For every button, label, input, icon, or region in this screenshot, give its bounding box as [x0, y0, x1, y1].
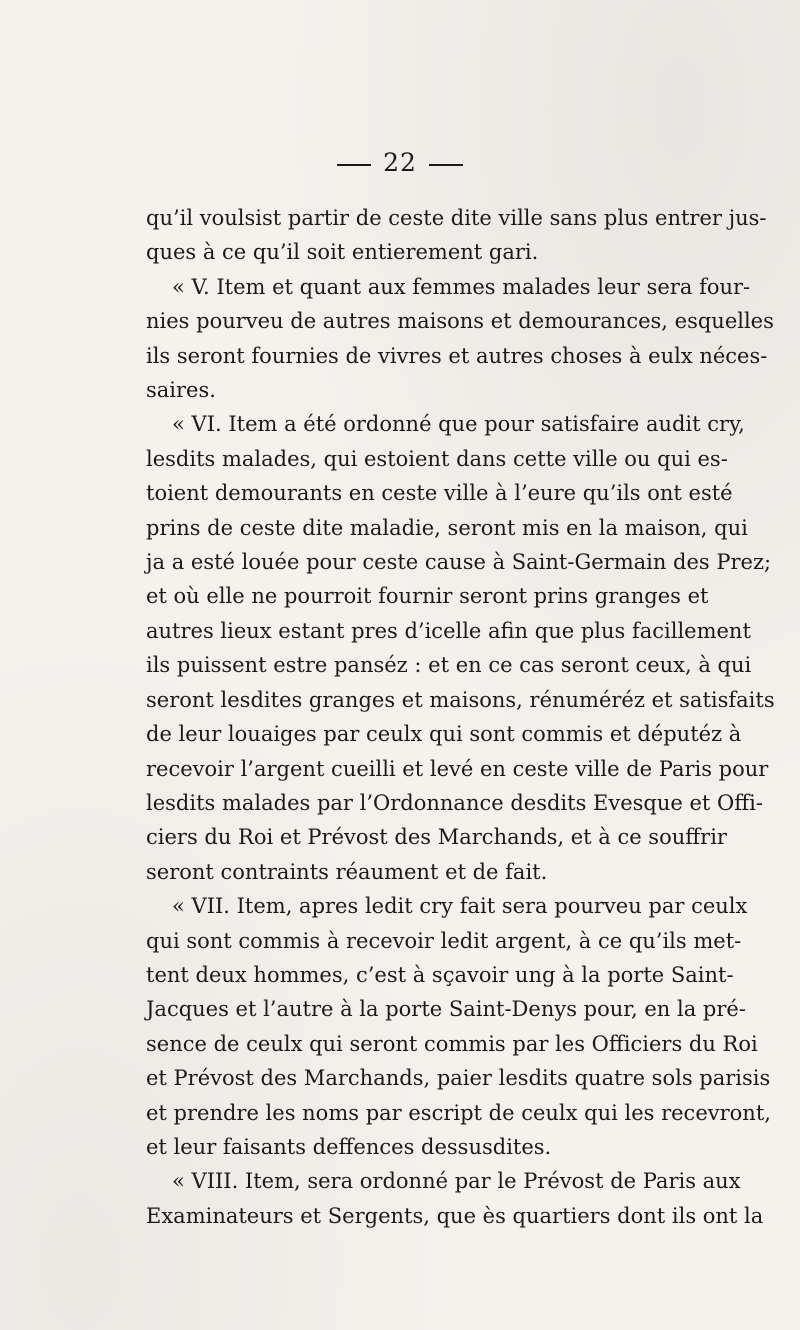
text-line: Jacques et l’autre à la porte Saint-Denys pour, en la pré-	[146, 997, 746, 1022]
text-line: et où elle ne pourroit fournir seront prins granges et	[146, 584, 709, 609]
text-line: Examinateurs et Sergents, que ès quartiers dont ils ont la	[146, 1203, 764, 1228]
text-line: autres lieux estant pres d’icelle afin que plus facillement	[146, 618, 751, 643]
text-line: « VIII. Item, sera ordonné par le Prévost de Paris aux	[172, 1169, 741, 1194]
dash-left	[337, 164, 371, 166]
text-line: et prendre les noms par escript de ceulx qui les recevront,	[146, 1100, 771, 1125]
text-line: sence de ceulx qui seront commis par les Officiers du Roi	[146, 1031, 758, 1056]
text-line: nies pourveu de autres maisons et demourances, esquelles	[146, 309, 774, 334]
text-line: prins de ceste dite maladie, seront mis en la maison, qui	[146, 515, 748, 540]
text-line: ques à ce qu’il soit entierement gari.	[146, 240, 539, 265]
text-line: lesdits malades, qui estoient dans cette ville ou qui es-	[146, 446, 728, 471]
text-line: saires.	[146, 378, 216, 403]
text-line: ils puissent estre panséz : et en ce cas seront ceux, à qui	[146, 653, 752, 678]
text-line: recevoir l’argent cueilli et levé en ceste ville de Paris pour	[146, 756, 769, 781]
text-line: « VI. Item a été ordonné que pour satisfaire audit cry,	[172, 412, 745, 437]
text-line: lesdits malades par l’Ordonnance desdits Evesque et Offi-	[146, 790, 763, 815]
text-line: de leur louaiges par ceulx qui sont commis et députéz à	[146, 722, 742, 747]
text-line: ja a esté louée pour ceste cause à Saint-Germain des Prez;	[146, 550, 772, 575]
text-line: qu’il voulsist partir de ceste dite ville sans plus entrer jus-	[146, 206, 767, 230]
text-line: qui sont commis à recevoir ledit argent, à ce qu’ils met-	[146, 928, 742, 953]
text-line: seront lesdites granges et maisons, rénuméréz et satisfaits	[146, 687, 775, 712]
body-text	[146, 201, 775, 1233]
text-line: ciers du Roi et Prévost des Marchands, et à ce souffrir	[146, 825, 727, 850]
page-number-text: 22	[383, 148, 417, 177]
text-line: ils seront fournies de vivres et autres choses à eulx néces-	[146, 343, 768, 368]
page-number	[0, 148, 800, 177]
text-line: seront contraints réaument et de fait.	[146, 859, 548, 884]
text-line: et leur faisants deffences dessusdites.	[146, 1134, 552, 1159]
text-line: « VII. Item, apres ledit cry fait sera pourveu par ceulx	[172, 894, 748, 919]
text-line: et Prévost des Marchands, paier lesdits quatre sols parisis	[146, 1066, 771, 1091]
text-line: tent deux hommes, c’est à sçavoir ung à la porte Saint-	[146, 962, 734, 987]
dash-right	[429, 164, 463, 166]
text-line: « V. Item et quant aux femmes malades leur sera four-	[172, 274, 751, 299]
text-line: toient demourants en ceste ville à l’eure qu’ils ont esté	[146, 481, 733, 506]
